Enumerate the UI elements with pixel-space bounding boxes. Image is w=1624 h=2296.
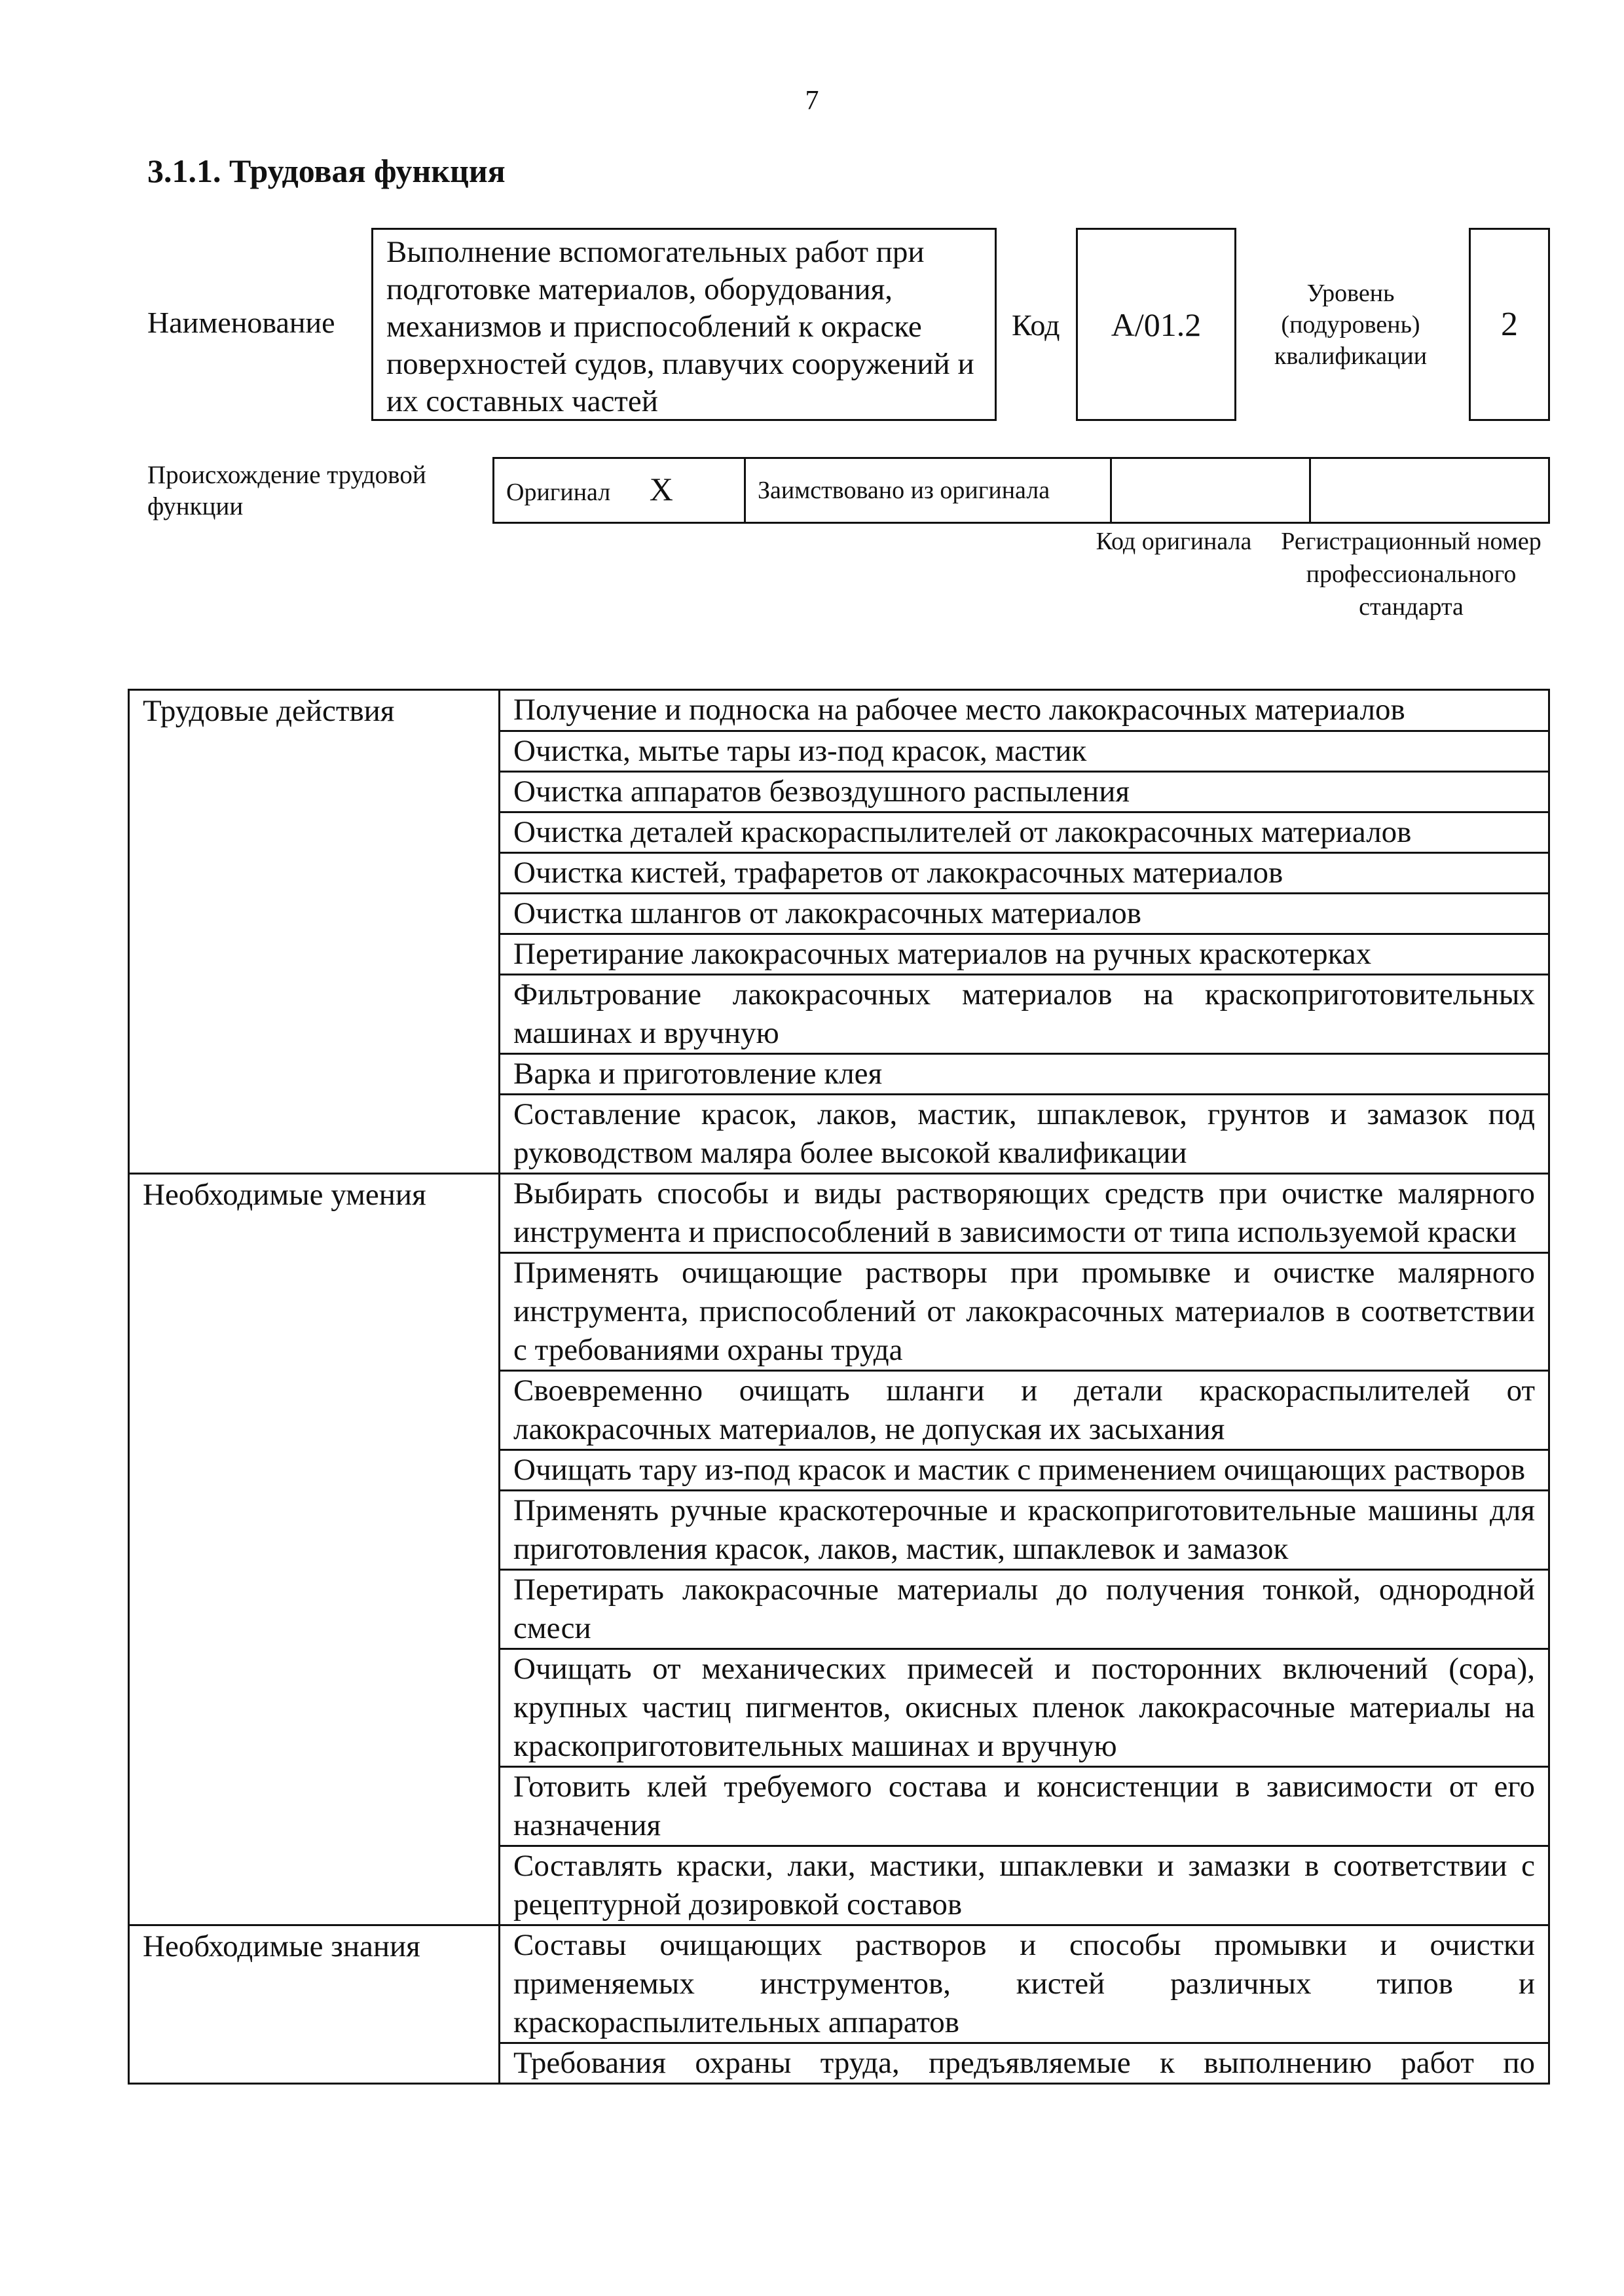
table-cell: Составы очищающих растворов и способы промывки и очистки применяемых инструментов, кистей различных типов и краскораспылительных аппаратов — [500, 1925, 1549, 2043]
section-title: 3.1.1. Трудовая функция — [147, 153, 506, 189]
table-cell: Выбирать способы и виды растворяющих средств при очистке малярного инструмента и приспособлений в зависимости от типа используемой краски — [500, 1173, 1549, 1252]
code-value: А/01.2 — [1076, 228, 1236, 421]
borrowed-label: Заимствовано из оригинала — [745, 458, 1111, 523]
table-cell: Получение и подноска на рабочее место лакокрасочных материалов — [500, 690, 1549, 731]
table-row — [129, 1094, 1549, 1173]
section-label: Необходимые знания — [129, 1925, 500, 2043]
table-row — [129, 771, 1549, 812]
table-row — [129, 1449, 1549, 1490]
table-cell: Перетирать лакокрасочные материалы до получения тонкой, однородной смеси — [500, 1569, 1549, 1649]
table-cell: Варка и приготовление клея — [500, 1053, 1549, 1094]
table-cell: Фильтрование лакокрасочных материалов на краскоприготовительных машинах и вручную — [500, 974, 1549, 1053]
table-row — [129, 812, 1549, 852]
original-label: Оригинал — [506, 478, 611, 506]
table-cell: Очищать тару из-под красок и мастик с применением очищающих растворов — [500, 1449, 1549, 1490]
code-original-cell — [1111, 458, 1310, 523]
code-original-caption: Код оригинала — [1096, 528, 1252, 555]
table-cell: Очищать от механических примесей и посторонних включений (сора), крупных частиц пигментов, окисных пленок лакокрасочные материалы на краскоприготовительных машинах и вручную — [500, 1649, 1549, 1766]
table-row — [129, 1370, 1549, 1449]
table-row — [129, 852, 1549, 893]
table-cell: Очистка деталей краскораспылителей от лакокрасочных материалов — [500, 812, 1549, 852]
table-row — [129, 1252, 1549, 1370]
table-cell: Очистка, мытье тары из-под красок, мастик — [500, 731, 1549, 771]
table-row — [129, 2043, 1549, 2083]
labor-function-table — [128, 689, 1550, 2085]
table-cell: Готовить клей требуемого состава и консистенции в зависимости от его назначения — [500, 1766, 1549, 1846]
table-cell: Требования охраны труда, предъявляемые к выполнению работ по — [500, 2043, 1549, 2083]
table-row — [129, 1569, 1549, 1649]
page-number: 7 — [805, 86, 819, 116]
table-row — [129, 934, 1549, 974]
original-mark: X — [649, 470, 673, 507]
origin-label: Происхождение трудовой функции — [147, 461, 426, 520]
origin-table — [492, 457, 1550, 524]
table-cell: Очистка шлангов от лакокрасочных материалов — [500, 893, 1549, 934]
original-cell — [494, 458, 745, 523]
table-row — [129, 893, 1549, 934]
table-cell: Составление красок, лаков, мастик, шпаклевок, грунтов и замазок под руководством маляра более высокой квалификации — [500, 1094, 1549, 1173]
table-row — [129, 1173, 1549, 1252]
table-cell: Применять очищающие растворы при промывке и очистке малярного инструмента, приспособлений от лакокрасочных материалов в соответствии с требованиями охраны труда — [500, 1252, 1549, 1370]
table-row — [129, 974, 1549, 1053]
table-cell: Составлять краски, лаки, мастики, шпаклевки и замазки в соответствии с рецептурной дозировкой составов — [500, 1846, 1549, 1925]
table-row — [129, 690, 1549, 731]
table-cell: Применять ручные краскотерочные и краскоприготовительные машины для приготовления красок, лаков, мастик, шпаклевок и замазок — [500, 1490, 1549, 1569]
table-row — [129, 1053, 1549, 1094]
table-cell: Очистка аппаратов безвоздушного распыления — [500, 771, 1549, 812]
table-cell: Очистка кистей, трафаретов от лакокрасочных материалов — [500, 852, 1549, 893]
section-label: Необходимые умения — [129, 1173, 500, 1252]
level-label: Уровень (подуровень) квалификации — [1274, 279, 1428, 370]
name-label: Наименование — [147, 306, 335, 339]
table-cell: Перетирание лакокрасочных материалов на ручных краскотерках — [500, 934, 1549, 974]
table-row — [129, 731, 1549, 771]
code-label: Код — [1012, 308, 1060, 342]
table-cell: Своевременно очищать шланги и детали краскораспылителей от лакокрасочных материалов, не допуская их засыхания — [500, 1370, 1549, 1449]
level-value: 2 — [1469, 228, 1550, 421]
table-row — [129, 1766, 1549, 1846]
reg-number-cell — [1310, 458, 1549, 523]
table-row — [129, 1649, 1549, 1766]
section-label: Трудовые действия — [129, 690, 500, 731]
table-row — [129, 1490, 1549, 1569]
table-row — [129, 1925, 1549, 2043]
table-row — [129, 1846, 1549, 1925]
reg-number-caption: Регистрационный номер профессионального стандарта — [1281, 528, 1541, 621]
function-name: Выполнение вспомогательных работ при подготовке материалов, оборудования, механизмов и приспособлений к окраске поверхностей судов, плавучих сооружений и их составных частей — [371, 228, 997, 421]
